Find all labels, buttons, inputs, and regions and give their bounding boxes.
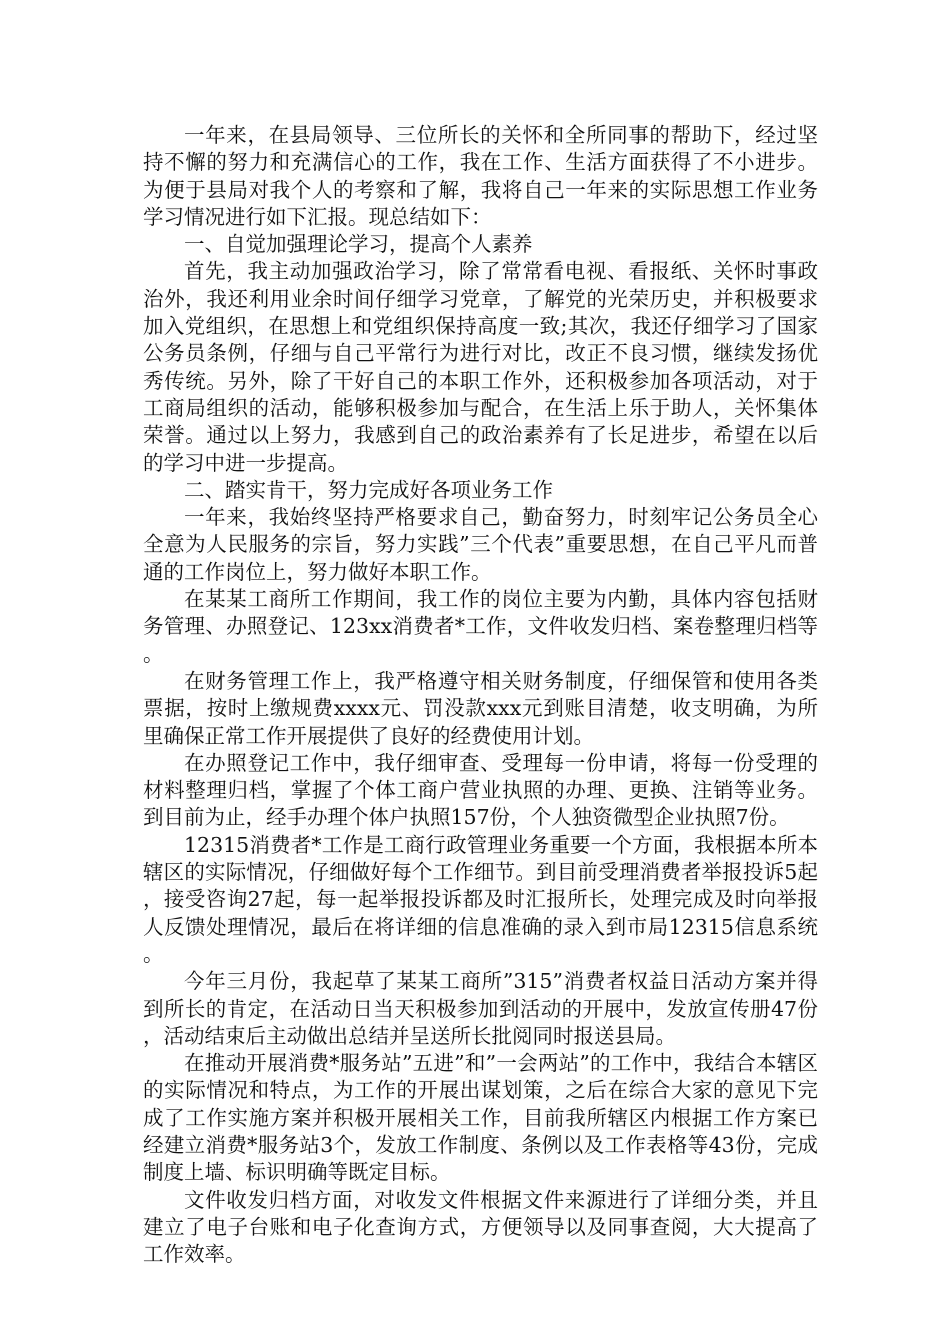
paragraph-intro: 一年来，在县局领导、三位所长的关怀和全所同事的帮助下，经过坚持不懈的努力和充满信心的工作，我在工作、生活方面获得了不小进步。为便于县局对我个人的考察和了解，我将自己一年来的实际思想工作业务学习情况进行如下汇报。现总结如下： <box>143 123 818 229</box>
paragraph-service-station: 在推动开展消费*服务站”五进”和”一会两站”的工作中，我结合本辖区的实际情况和特点，为工作的开展出谋划策，之后在综合大家的意见下完成了工作实施方案并积极开展相关工作，目前我所辖区内根据工作方案已经建立消费*服务站3个，发放工作制度、条例以及工作表格等43份，完成制度上墙、标识明确等既定目标。 <box>143 1051 818 1185</box>
paragraph-archiving: 文件收发归档方面，对收发文件根据文件来源进行了详细分类，并且建立了电子台账和电子化查询方式，方便领导以及同事查阅，大大提高了工作效率。 <box>143 1187 818 1267</box>
paragraph-315-event: 今年三月份，我起草了某某工商所”315”消费者权益日活动方案并得到所长的肯定，在活动日当天积极参加到活动的开展中，发放宣传册47份，活动结束后主动做出总结并呈送所长批阅同时报送县局。 <box>143 969 818 1048</box>
paragraph-finance: 在财务管理工作上，我严格遵守相关财务制度，仔细保管和使用各类票据，按时上缴规费xxxx元、罚没款xxx元到账目清楚，收支明确，为所里确保正常工作开展提供了良好的经费使用计划。 <box>143 668 818 748</box>
document-body <box>143 122 818 1268</box>
paragraph-strict-requirements: 一年来，我始终坚持严格要求自己，勤奋努力，时刻牢记公务员全心全意为人民服务的宗旨，努力实践”三个代表”重要思想，在自己平凡而普通的工作岗位上，努力做好本职工作。 <box>143 505 818 584</box>
paragraph-registration: 在办照登记工作中，我仔细审查、受理每一份申请，将每一份受理的材料整理归档，掌握了个体工商户营业执照的办理、更换、注销等业务。到目前为止，经手办理个体户执照157份，个人独资微型企业执照7份。 <box>143 750 818 830</box>
paragraph-job-duties: 在某某工商所工作期间，我工作的岗位主要为内勤，具体内容包括财务管理、办照登记、123xx消费者*工作，文件收发归档、案卷整理归档等。 <box>143 587 818 666</box>
paragraph-political-study: 首先，我主动加强政治学习，除了常常看电视、看报纸、关怀时事政治外，我还利用业余时间仔细学习党章，了解党的光荣历史，并积极要求加入党组织，在思想上和党组织保持高度一致;其次，我还仔细学习了国家公务员条例，仔细与自己平常行为进行对比，改正不良习惯，继续发扬优秀传统。另外，除了干好自己的本职工作外，还积极参加各项活动，对于工商局组织的活动，能够积极参加与配合，在生活上乐于助人，关怀集体荣誉。通过以上努力，我感到自己的政治素养有了长足进步，希望在以后的学习中进一步提高。 <box>143 259 818 475</box>
section-heading-2: 二、踏实肯干，努力完成好各项业务工作 <box>184 477 553 502</box>
section-heading-1: 一、自觉加强理论学习，提高个人素养 <box>184 232 533 257</box>
paragraph-12315: 12315消费者*工作是工商行政管理业务重要一个方面，我根据本所本辖区的实际情况，仔细做好每个工作细节。到目前受理消费者举报投诉5起，接受咨询27起，每一起举报投诉都及时汇报所长，处理完成及时向举报人反馈处理情况，最后在将详细的信息准确的录入到市局12315信息系统。 <box>143 832 818 966</box>
